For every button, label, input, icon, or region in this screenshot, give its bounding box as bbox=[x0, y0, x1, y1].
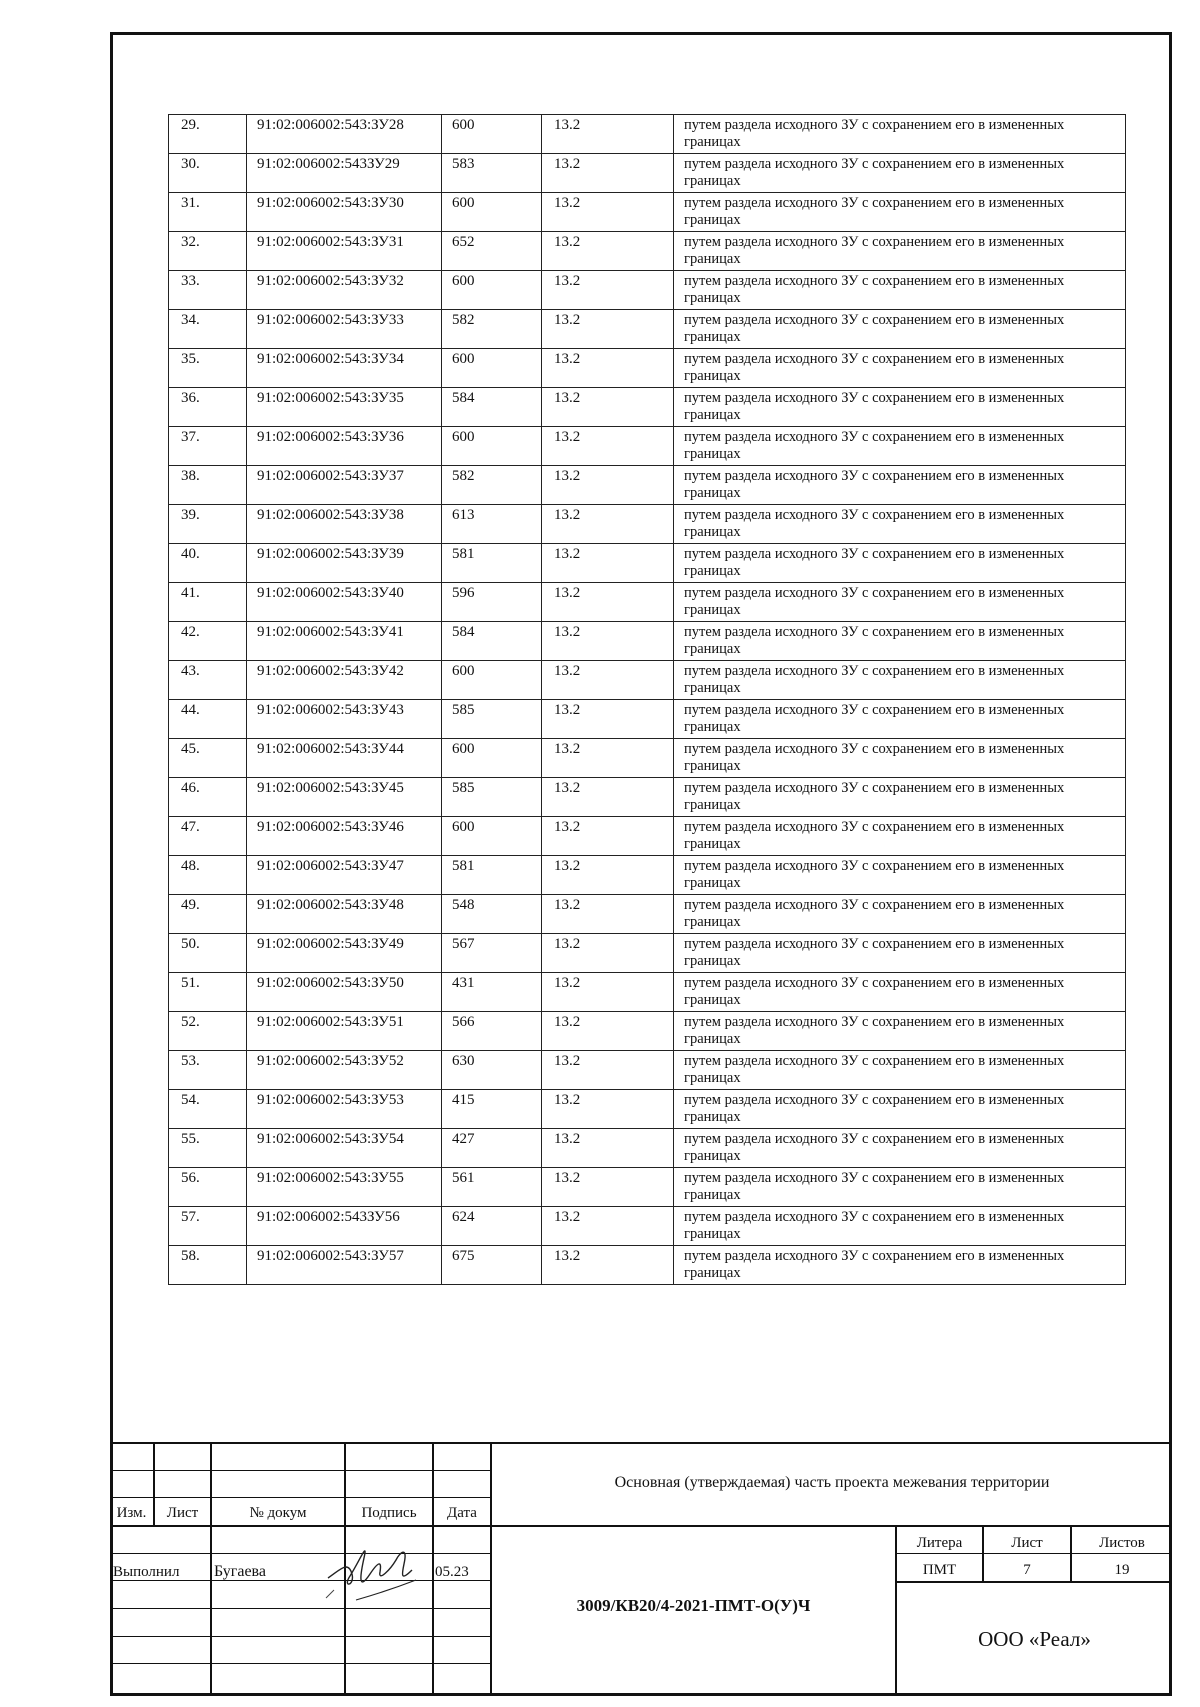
company-name: ООО «Реал» bbox=[978, 1627, 1091, 1651]
row-number: 58. bbox=[169, 1246, 247, 1285]
formation-method: путем раздела исходного ЗУ с сохранением его в измененных границах bbox=[674, 700, 1126, 739]
use-code: 13.2 bbox=[542, 154, 674, 193]
table-row bbox=[169, 661, 1126, 700]
use-code: 13.2 bbox=[542, 817, 674, 856]
cadastral-number: 91:02:006002:543:ЗУ48 bbox=[247, 895, 442, 934]
cadastral-number: 91:02:006002:543:ЗУ42 bbox=[247, 661, 442, 700]
table-row bbox=[169, 154, 1126, 193]
row-number: 34. bbox=[169, 310, 247, 349]
row-number: 43. bbox=[169, 661, 247, 700]
area-value: 600 bbox=[442, 193, 542, 232]
cadastral-number: 91:02:006002:543:ЗУ57 bbox=[247, 1246, 442, 1285]
cadastral-number: 91:02:006002:543:ЗУ40 bbox=[247, 583, 442, 622]
formation-method: путем раздела исходного ЗУ с сохранением его в измененных границах bbox=[674, 154, 1126, 193]
table-row bbox=[169, 934, 1126, 973]
litera-value: ПМТ bbox=[922, 1562, 957, 1578]
header-doc-number: № докум bbox=[249, 1505, 307, 1521]
formation-method: путем раздела исходного ЗУ с сохранением его в измененных границах bbox=[674, 271, 1126, 310]
cadastral-number: 91:02:006002:543:ЗУ41 bbox=[247, 622, 442, 661]
use-code: 13.2 bbox=[542, 193, 674, 232]
area-value: 600 bbox=[442, 271, 542, 310]
table-row bbox=[169, 973, 1126, 1012]
table-row bbox=[169, 115, 1126, 154]
use-code: 13.2 bbox=[542, 1246, 674, 1285]
use-code: 13.2 bbox=[542, 466, 674, 505]
area-value: 600 bbox=[442, 349, 542, 388]
formation-method: путем раздела исходного ЗУ с сохранением его в измененных границах bbox=[674, 1168, 1126, 1207]
sheets-value: 19 bbox=[1114, 1562, 1130, 1578]
table-row bbox=[169, 271, 1126, 310]
row-number: 31. bbox=[169, 193, 247, 232]
row-number: 40. bbox=[169, 544, 247, 583]
use-code: 13.2 bbox=[542, 505, 674, 544]
formation-method: путем раздела исходного ЗУ с сохранением его в измененных границах bbox=[674, 778, 1126, 817]
row-number: 50. bbox=[169, 934, 247, 973]
area-value: 582 bbox=[442, 310, 542, 349]
area-value: 581 bbox=[442, 856, 542, 895]
row-number: 32. bbox=[169, 232, 247, 271]
area-value: 431 bbox=[442, 973, 542, 1012]
cadastral-number: 91:02:006002:543:ЗУ51 bbox=[247, 1012, 442, 1051]
row-number: 44. bbox=[169, 700, 247, 739]
cadastral-number: 91:02:006002:543:ЗУ37 bbox=[247, 466, 442, 505]
table-row bbox=[169, 700, 1126, 739]
document-code: 3009/КВ20/4-2021-ПМТ-О(У)Ч bbox=[576, 1596, 811, 1615]
cadastral-number: 91:02:006002:543:ЗУ54 bbox=[247, 1129, 442, 1168]
table-row bbox=[169, 505, 1126, 544]
row-number: 36. bbox=[169, 388, 247, 427]
formation-method: путем раздела исходного ЗУ с сохранением его в измененных границах bbox=[674, 544, 1126, 583]
formation-method: путем раздела исходного ЗУ с сохранением его в измененных границах bbox=[674, 388, 1126, 427]
cadastral-number: 91:02:006002:543:ЗУ52 bbox=[247, 1051, 442, 1090]
use-code: 13.2 bbox=[542, 1012, 674, 1051]
area-value: 630 bbox=[442, 1051, 542, 1090]
table-row bbox=[169, 388, 1126, 427]
row-number: 48. bbox=[169, 856, 247, 895]
table-row bbox=[169, 583, 1126, 622]
cadastral-number: 91:02:006002:543:ЗУ49 bbox=[247, 934, 442, 973]
row-number: 54. bbox=[169, 1090, 247, 1129]
row-number: 38. bbox=[169, 466, 247, 505]
table-row bbox=[169, 778, 1126, 817]
area-value: 584 bbox=[442, 622, 542, 661]
land-plots-table bbox=[168, 114, 1126, 1285]
cadastral-number: 91:02:006002:543:ЗУ46 bbox=[247, 817, 442, 856]
use-code: 13.2 bbox=[542, 427, 674, 466]
cadastral-number: 91:02:006002:543:ЗУ55 bbox=[247, 1168, 442, 1207]
formation-method: путем раздела исходного ЗУ с сохранением его в измененных границах bbox=[674, 310, 1126, 349]
cadastral-number: 91:02:006002:543ЗУ56 bbox=[247, 1207, 442, 1246]
row-number: 52. bbox=[169, 1012, 247, 1051]
use-code: 13.2 bbox=[542, 583, 674, 622]
area-value: 585 bbox=[442, 778, 542, 817]
formation-method: путем раздела исходного ЗУ с сохранением его в измененных границах bbox=[674, 973, 1126, 1012]
formation-method: путем раздела исходного ЗУ с сохранением его в измененных границах bbox=[674, 1051, 1126, 1090]
row-number: 29. bbox=[169, 115, 247, 154]
table-row bbox=[169, 1012, 1126, 1051]
cadastral-number: 91:02:006002:543:ЗУ44 bbox=[247, 739, 442, 778]
row-number: 56. bbox=[169, 1168, 247, 1207]
row-number: 55. bbox=[169, 1129, 247, 1168]
use-code: 13.2 bbox=[542, 271, 674, 310]
cadastral-number: 91:02:006002:543:ЗУ43 bbox=[247, 700, 442, 739]
row-number: 45. bbox=[169, 739, 247, 778]
use-code: 13.2 bbox=[542, 349, 674, 388]
use-code: 13.2 bbox=[542, 1129, 674, 1168]
table-row bbox=[169, 1207, 1126, 1246]
area-value: 600 bbox=[442, 739, 542, 778]
area-value: 600 bbox=[442, 661, 542, 700]
area-value: 613 bbox=[442, 505, 542, 544]
use-code: 13.2 bbox=[542, 1051, 674, 1090]
area-value: 596 bbox=[442, 583, 542, 622]
cadastral-number: 91:02:006002:543:ЗУ30 bbox=[247, 193, 442, 232]
use-code: 13.2 bbox=[542, 622, 674, 661]
cadastral-number: 91:02:006002:543:ЗУ36 bbox=[247, 427, 442, 466]
formation-method: путем раздела исходного ЗУ с сохранением его в измененных границах bbox=[674, 1207, 1126, 1246]
area-value: 561 bbox=[442, 1168, 542, 1207]
table-row bbox=[169, 856, 1126, 895]
table-row bbox=[169, 895, 1126, 934]
table-row bbox=[169, 310, 1126, 349]
cadastral-number: 91:02:006002:543:ЗУ34 bbox=[247, 349, 442, 388]
use-code: 13.2 bbox=[542, 1090, 674, 1129]
use-code: 13.2 bbox=[542, 310, 674, 349]
use-code: 13.2 bbox=[542, 232, 674, 271]
sheets-label: Листов bbox=[1099, 1535, 1145, 1551]
formation-method: путем раздела исходного ЗУ с сохранением его в измененных границах bbox=[674, 232, 1126, 271]
area-value: 675 bbox=[442, 1246, 542, 1285]
row-number: 57. bbox=[169, 1207, 247, 1246]
formation-method: путем раздела исходного ЗУ с сохранением его в измененных границах bbox=[674, 661, 1126, 700]
formation-method: путем раздела исходного ЗУ с сохранением его в измененных границах bbox=[674, 895, 1126, 934]
use-code: 13.2 bbox=[542, 388, 674, 427]
area-value: 600 bbox=[442, 115, 542, 154]
execution-date: 05.23 bbox=[435, 1564, 469, 1580]
area-value: 585 bbox=[442, 700, 542, 739]
cadastral-number: 91:02:006002:543ЗУ29 bbox=[247, 154, 442, 193]
area-value: 566 bbox=[442, 1012, 542, 1051]
header-signature: Подпись bbox=[361, 1505, 417, 1521]
formation-method: путем раздела исходного ЗУ с сохранением его в измененных границах bbox=[674, 349, 1126, 388]
table-row bbox=[169, 544, 1126, 583]
header-date: Дата bbox=[447, 1505, 477, 1521]
table-row bbox=[169, 349, 1126, 388]
document-title: Основная (утверждаемая) часть проекта межевания территории bbox=[614, 1474, 1050, 1491]
header-list: Лист bbox=[166, 1505, 199, 1521]
formation-method: путем раздела исходного ЗУ с сохранением его в измененных границах bbox=[674, 817, 1126, 856]
cadastral-number: 91:02:006002:543:ЗУ33 bbox=[247, 310, 442, 349]
table-row bbox=[169, 1168, 1126, 1207]
formation-method: путем раздела исходного ЗУ с сохранением его в измененных границах bbox=[674, 1246, 1126, 1285]
row-number: 51. bbox=[169, 973, 247, 1012]
table-row bbox=[169, 1246, 1126, 1285]
use-code: 13.2 bbox=[542, 115, 674, 154]
formation-method: путем раздела исходного ЗУ с сохранением его в измененных границах bbox=[674, 934, 1126, 973]
header-izm: Изм. bbox=[116, 1505, 147, 1521]
cadastral-number: 91:02:006002:543:ЗУ28 bbox=[247, 115, 442, 154]
table-row bbox=[169, 1090, 1126, 1129]
table-row bbox=[169, 1051, 1126, 1090]
cadastral-number: 91:02:006002:543:ЗУ31 bbox=[247, 232, 442, 271]
use-code: 13.2 bbox=[542, 544, 674, 583]
use-code: 13.2 bbox=[542, 661, 674, 700]
table-row bbox=[169, 817, 1126, 856]
cadastral-number: 91:02:006002:543:ЗУ50 bbox=[247, 973, 442, 1012]
litera-label: Литера bbox=[916, 1535, 963, 1551]
sheet-value: 7 bbox=[1023, 1562, 1031, 1578]
table-row bbox=[169, 466, 1126, 505]
area-value: 427 bbox=[442, 1129, 542, 1168]
use-code: 13.2 bbox=[542, 973, 674, 1012]
use-code: 13.2 bbox=[542, 778, 674, 817]
cadastral-number: 91:02:006002:543:ЗУ47 bbox=[247, 856, 442, 895]
sheet-label: Лист bbox=[1011, 1535, 1043, 1551]
formation-method: путем раздела исходного ЗУ с сохранением его в измененных границах bbox=[674, 466, 1126, 505]
formation-method: путем раздела исходного ЗУ с сохранением его в измененных границах bbox=[674, 1129, 1126, 1168]
table-row bbox=[169, 232, 1126, 271]
area-value: 581 bbox=[442, 544, 542, 583]
table-row bbox=[169, 427, 1126, 466]
cadastral-number: 91:02:006002:543:ЗУ32 bbox=[247, 271, 442, 310]
cadastral-number: 91:02:006002:543:ЗУ39 bbox=[247, 544, 442, 583]
executed-label: Выполнил bbox=[113, 1564, 180, 1580]
formation-method: путем раздела исходного ЗУ с сохранением его в измененных границах bbox=[674, 193, 1126, 232]
cadastral-number: 91:02:006002:543:ЗУ45 bbox=[247, 778, 442, 817]
row-number: 46. bbox=[169, 778, 247, 817]
row-number: 39. bbox=[169, 505, 247, 544]
use-code: 13.2 bbox=[542, 1207, 674, 1246]
table-row bbox=[169, 622, 1126, 661]
use-code: 13.2 bbox=[542, 934, 674, 973]
area-value: 582 bbox=[442, 466, 542, 505]
use-code: 13.2 bbox=[542, 895, 674, 934]
row-number: 53. bbox=[169, 1051, 247, 1090]
formation-method: путем раздела исходного ЗУ с сохранением его в измененных границах bbox=[674, 583, 1126, 622]
use-code: 13.2 bbox=[542, 739, 674, 778]
area-value: 600 bbox=[442, 427, 542, 466]
area-value: 652 bbox=[442, 232, 542, 271]
area-value: 548 bbox=[442, 895, 542, 934]
use-code: 13.2 bbox=[542, 700, 674, 739]
row-number: 41. bbox=[169, 583, 247, 622]
formation-method: путем раздела исходного ЗУ с сохранением его в измененных границах bbox=[674, 856, 1126, 895]
cadastral-number: 91:02:006002:543:ЗУ53 bbox=[247, 1090, 442, 1129]
row-number: 30. bbox=[169, 154, 247, 193]
use-code: 13.2 bbox=[542, 856, 674, 895]
formation-method: путем раздела исходного ЗУ с сохранением его в измененных границах bbox=[674, 1090, 1126, 1129]
area-value: 583 bbox=[442, 154, 542, 193]
area-value: 567 bbox=[442, 934, 542, 973]
row-number: 33. bbox=[169, 271, 247, 310]
table-row bbox=[169, 739, 1126, 778]
signature-icon bbox=[320, 1530, 430, 1620]
area-value: 600 bbox=[442, 817, 542, 856]
executor-name: Бугаева bbox=[214, 1563, 266, 1580]
row-number: 47. bbox=[169, 817, 247, 856]
row-number: 42. bbox=[169, 622, 247, 661]
row-number: 49. bbox=[169, 895, 247, 934]
area-value: 415 bbox=[442, 1090, 542, 1129]
area-value: 584 bbox=[442, 388, 542, 427]
formation-method: путем раздела исходного ЗУ с сохранением его в измененных границах bbox=[674, 1012, 1126, 1051]
formation-method: путем раздела исходного ЗУ с сохранением его в измененных границах bbox=[674, 622, 1126, 661]
formation-method: путем раздела исходного ЗУ с сохранением его в измененных границах bbox=[674, 505, 1126, 544]
formation-method: путем раздела исходного ЗУ с сохранением его в измененных границах bbox=[674, 115, 1126, 154]
area-value: 624 bbox=[442, 1207, 542, 1246]
table-row bbox=[169, 193, 1126, 232]
use-code: 13.2 bbox=[542, 1168, 674, 1207]
formation-method: путем раздела исходного ЗУ с сохранением его в измененных границах bbox=[674, 739, 1126, 778]
cadastral-number: 91:02:006002:543:ЗУ38 bbox=[247, 505, 442, 544]
formation-method: путем раздела исходного ЗУ с сохранением его в измененных границах bbox=[674, 427, 1126, 466]
row-number: 37. bbox=[169, 427, 247, 466]
row-number: 35. bbox=[169, 349, 247, 388]
table-row bbox=[169, 1129, 1126, 1168]
cadastral-number: 91:02:006002:543:ЗУ35 bbox=[247, 388, 442, 427]
